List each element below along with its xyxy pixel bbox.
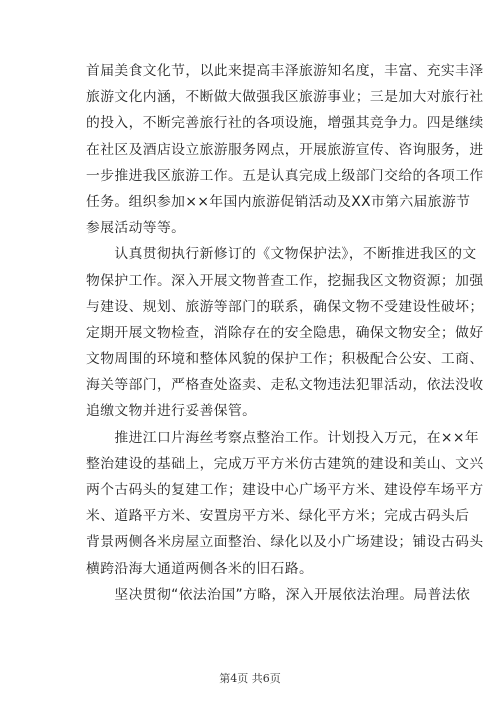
text-line: 任务。组织参加××年国内旅游促销活动及XX市第六届旅游节 — [86, 193, 471, 210]
text-line: 在社区及酒店设立旅游服务网点，开展旅游宣传、咨询服务，进 — [86, 141, 484, 158]
text-line: 定期开展文物检查，消除存在的安全隐患，确保文物安全；做好 — [86, 324, 484, 341]
text-line: 追缴文物并进行妥善保管。 — [86, 403, 257, 420]
text-line: 一步推进我区旅游工作。五是认真完成上级部门交给的各项工作 — [86, 167, 484, 184]
text-line: 首届美食文化节，以此来提高丰泽旅游知名度，丰富、充实丰泽 — [86, 63, 484, 79]
text-line: 背景两侧各米房屋立面整治、绿化以及小广场建设；铺设古码头 — [86, 534, 484, 551]
text-line: 海关等部门，严格查处盗卖、走私文物违法犯罪活动，依法没收 — [86, 377, 484, 394]
text-line: 坚决贯彻“依法治国”方略，深入开展依法治理。局普法依 — [86, 586, 471, 603]
text-line: 米、道路平方米、安置房平方米、绿化平方米；完成古码头后 — [86, 508, 470, 525]
text-line: 两个古码头的复建工作；建设中心广场平方米、建设停车场平方 — [86, 482, 484, 498]
text-line: 旅游文化内涵，不断做大做强我区旅游事业；三是加大对旅行社 — [86, 89, 484, 106]
text-line: 横跨沿海大通道两侧各米的旧石路。 — [86, 560, 314, 577]
text-line: 推进江口片海丝考察点整治工作。计划投入万元，在××年 — [86, 429, 480, 446]
body-text — [86, 58, 484, 608]
text-line: 与建设、规划、旅游等部门的联系，确保文物不受建设性破坏； — [86, 298, 484, 315]
text-line: 的投入，不断完善旅行社的各项设施，增强其竞争力。四是继续 — [86, 115, 484, 132]
text-line: 认真贯彻执行新修订的《文物保护法》，不断推进我区的文 — [86, 246, 477, 263]
text-line: 物保护工作。深入开展文物普查工作，挖掘我区文物资源；加强 — [86, 272, 484, 289]
text-line: 文物周围的环境和整体风貌的保护工作；积极配合公安、工商、 — [86, 351, 484, 368]
text-line: 整治建设的基础上，完成万平方米仿古建筑的建设和美山、文兴 — [86, 455, 484, 472]
text-line: 参展活动等等。 — [86, 220, 186, 237]
page-number-footer: 第4页 共6页 — [219, 672, 281, 685]
